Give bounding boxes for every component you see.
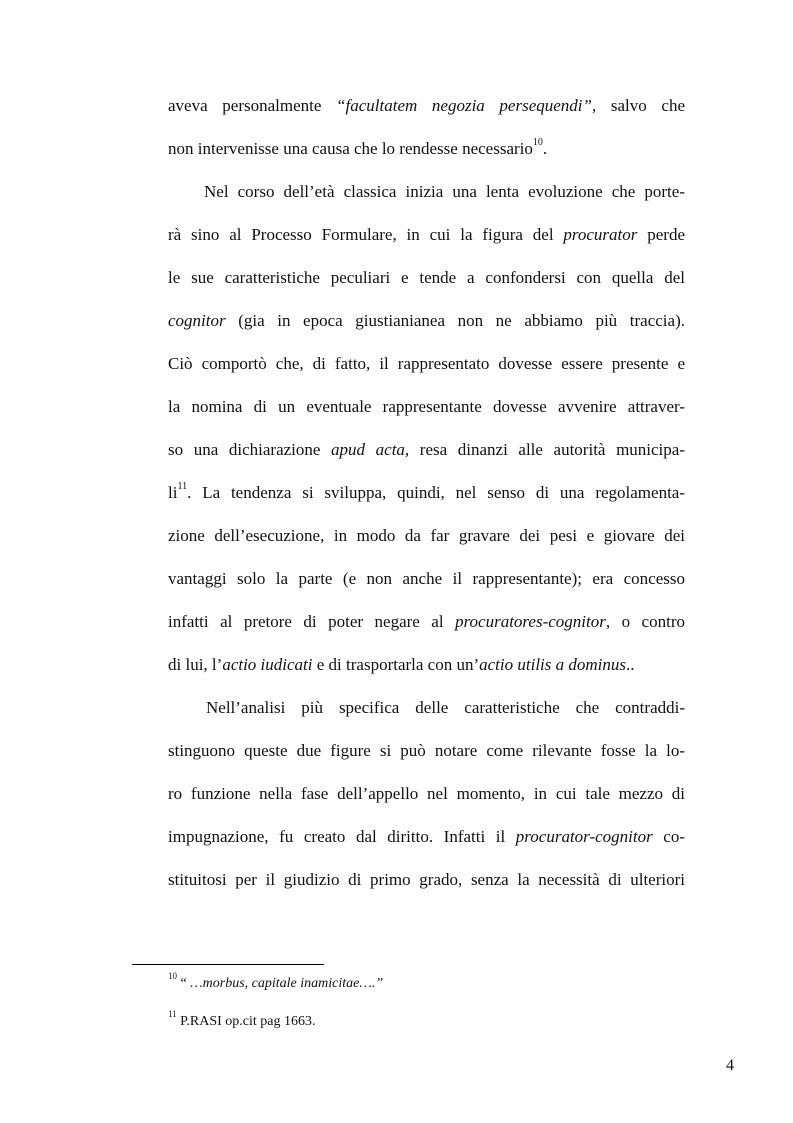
text-line: rà sino al Processo Formulare, in cui la figura del procurator perde [168,225,685,244]
text-line: impugnazione, fu creato dal diritto. Infatti il procurator-cognitor co- [168,827,685,846]
text-line: stituitosi per il giudizio di primo grado, senza la necessità di ulteriori [168,870,685,889]
footnote-ref: 11 [177,481,188,493]
text-line: la nomina di un eventuale rappresentante dovesse avvenire attraver- [168,397,685,416]
text-line: vantaggi solo la parte (e non anche il rappresentante); era concesso [168,569,685,588]
text-line: cognitor (gia in epoca giustianianea non ne abbiamo più traccia). [168,311,685,330]
text-line: zione dell’esecuzione, in modo da far gravare dei pesi e giovare dei [168,526,685,545]
text-line: Nel corso dell’età classica inizia una lenta evoluzione che porte- [204,182,685,201]
text-line: le sue caratteristiche peculiari e tende a confondersi con quella del [168,268,685,287]
text-line: di lui, l’actio iudicati e di trasportarla con un’actio utilis a dominus.. [168,655,635,674]
text-line: Ciò comportò che, di fatto, il rappresentato dovesse essere presente e [168,354,685,373]
page-number: 4 [726,1057,734,1074]
text-line: $li^{11}$. La tendenza si sviluppa, quindi, nel senso di una regolamenta- [168,481,685,502]
footnote-separator [132,964,324,965]
text-line: non intervenisse una causa che lo rendesse necessario$^{10}$. [168,137,548,158]
text-line: Nell’analisi più specifica delle caratteristiche che contraddi- [206,698,685,717]
text-line: ro funzione nella fase dell’appello nel momento, in cui tale mezzo di [168,784,685,803]
text-line: stinguono queste due figure si può notare come rilevante fosse la lo- [168,741,685,760]
text-line: aveva personalmente “facultatem negozia persequendi”, salvo che [168,96,685,115]
text-line: infatti al pretore di poter negare al procuratores-cognitor, o contro [168,612,685,631]
footnote-ref: 10 [532,137,543,149]
text-line: so una dichiarazione apud acta, resa dinanzi alle autorità municipa- [168,440,685,459]
footnote: $^{10}$ “ …morbus, capitale inamicitae….” [168,971,384,991]
footnote: $^{11}$ P.RASI op.cit pag 1663. [168,1009,316,1029]
